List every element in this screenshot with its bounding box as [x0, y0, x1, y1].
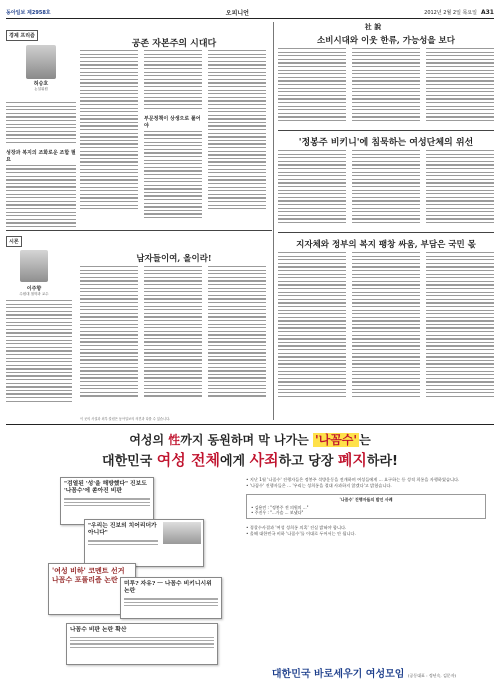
- news-clipping: "우리는 진보의 치어리더가 아니다": [84, 519, 204, 567]
- column1-body: [80, 50, 268, 226]
- author-role: 수원대 철학과 교수: [19, 292, 49, 296]
- ad-headline: 여성의 性까지 동원하며 막 나가는 '나꼼수' 는 대한민국 여성 전체에게 사죄하고 당장 폐지하라!: [102, 433, 398, 469]
- news-clipping: "검열된 '성'을 해방했다" 진보도 '나꼼수'에 쏟아진 비판: [60, 477, 154, 525]
- ad-statement: [246, 477, 486, 677]
- author-name: 이주향: [26, 286, 42, 292]
- editorial-divider: [278, 130, 494, 131]
- author-name: 허승호: [33, 81, 49, 87]
- ad-bullets: • 경찰수사결과 '여성 성희롱 의혹' 진실 밝혀야 합니다. • 올해 대한민국 비하 '나꼼수'를 이대로 두어서는 안 됩니다.: [246, 524, 356, 537]
- author-photo: [26, 45, 56, 79]
- column-divider: [273, 22, 274, 420]
- column1-headline: 공존 자본주의 시대다: [131, 39, 217, 49]
- disclaimer-caption: 이 곳의 사설과 외부 칼럼은 동아일보의 의견과 다를 수 있습니다.: [80, 417, 171, 421]
- newspaper-name: 동아일보 제2958호: [6, 9, 51, 16]
- quote-sample-box: '나꼼수' 진행자들의 발언 사례 • 김용민 : "정봉주 전 의원의 ..." • 주진우 : "...가슴 ... 보냈다": [246, 494, 486, 519]
- issue-date: 2012년 2월 2일 목요일 A31: [424, 8, 494, 16]
- editorial-headline-2: '정봉주 비키니'에 침묵하는 여성단체의 위선: [298, 138, 474, 148]
- editorial-divider: [278, 232, 494, 233]
- news-clipping: 미투? 자유? ㅡ 나꼼수 비키니시위 논란: [120, 577, 222, 619]
- section-divider: [6, 230, 272, 231]
- editorial-body-3: [278, 252, 494, 412]
- editorial-tag: 社 說: [364, 22, 382, 31]
- ad-sponsor: 대한민국 바로세우기 여성모임 (공동대표 : 정년숙, 김문자): [271, 669, 457, 680]
- column-tag: 시론: [6, 236, 22, 247]
- column-tag: 경제 프리즘: [6, 30, 38, 41]
- body-text-block: [6, 300, 72, 402]
- author-role: 논설위원: [34, 87, 48, 91]
- subheading: 부문정책이 상생으로 풀어야: [144, 115, 201, 129]
- news-clipping: '여성 비하' 코멘트 선거 나꼼수 포퓰리즘 논란: [48, 563, 136, 615]
- editorial-body-2: [278, 150, 494, 232]
- news-clipping: 나꼼수 비판 논란 확산: [66, 623, 218, 665]
- ad-bullets: • 지난 1월 '나꼼수' 진행자들은 정봉주 석방운동을 전개하며 여성들에게 ... 요구하는 등 성적 희롱을 자행하였습니다. • '나꼼수' 진행자들은 ... '우리는 성희롱을 절대 사과하지 않겠다'고 밝혔습니다.: [246, 477, 460, 489]
- page-number: A31: [480, 8, 494, 16]
- column1-author-panel: [6, 22, 76, 227]
- editorial-headline-3: 지자체와 정부의 복지 팽창 싸움, 부담은 국민 몫: [296, 240, 476, 250]
- subheading: 성장과 복지의 조화로운 조합 필요: [6, 149, 76, 163]
- editorial-body-1: [278, 48, 494, 130]
- section-title: 오피니언: [225, 9, 249, 17]
- news-clippings: [46, 477, 226, 673]
- advertisement: [6, 424, 494, 687]
- author-photo: [20, 250, 48, 282]
- editorial-headline-1: 소비시대와 이웃 한류, 가능성을 보다: [317, 36, 455, 46]
- body-text-block: [6, 165, 76, 227]
- body-text-block: [6, 102, 76, 143]
- clipping-photo: [163, 522, 201, 544]
- column2-body: [80, 266, 268, 412]
- column2-headline: 남자들이여, 올이라!: [136, 254, 212, 264]
- page-header: [6, 6, 494, 19]
